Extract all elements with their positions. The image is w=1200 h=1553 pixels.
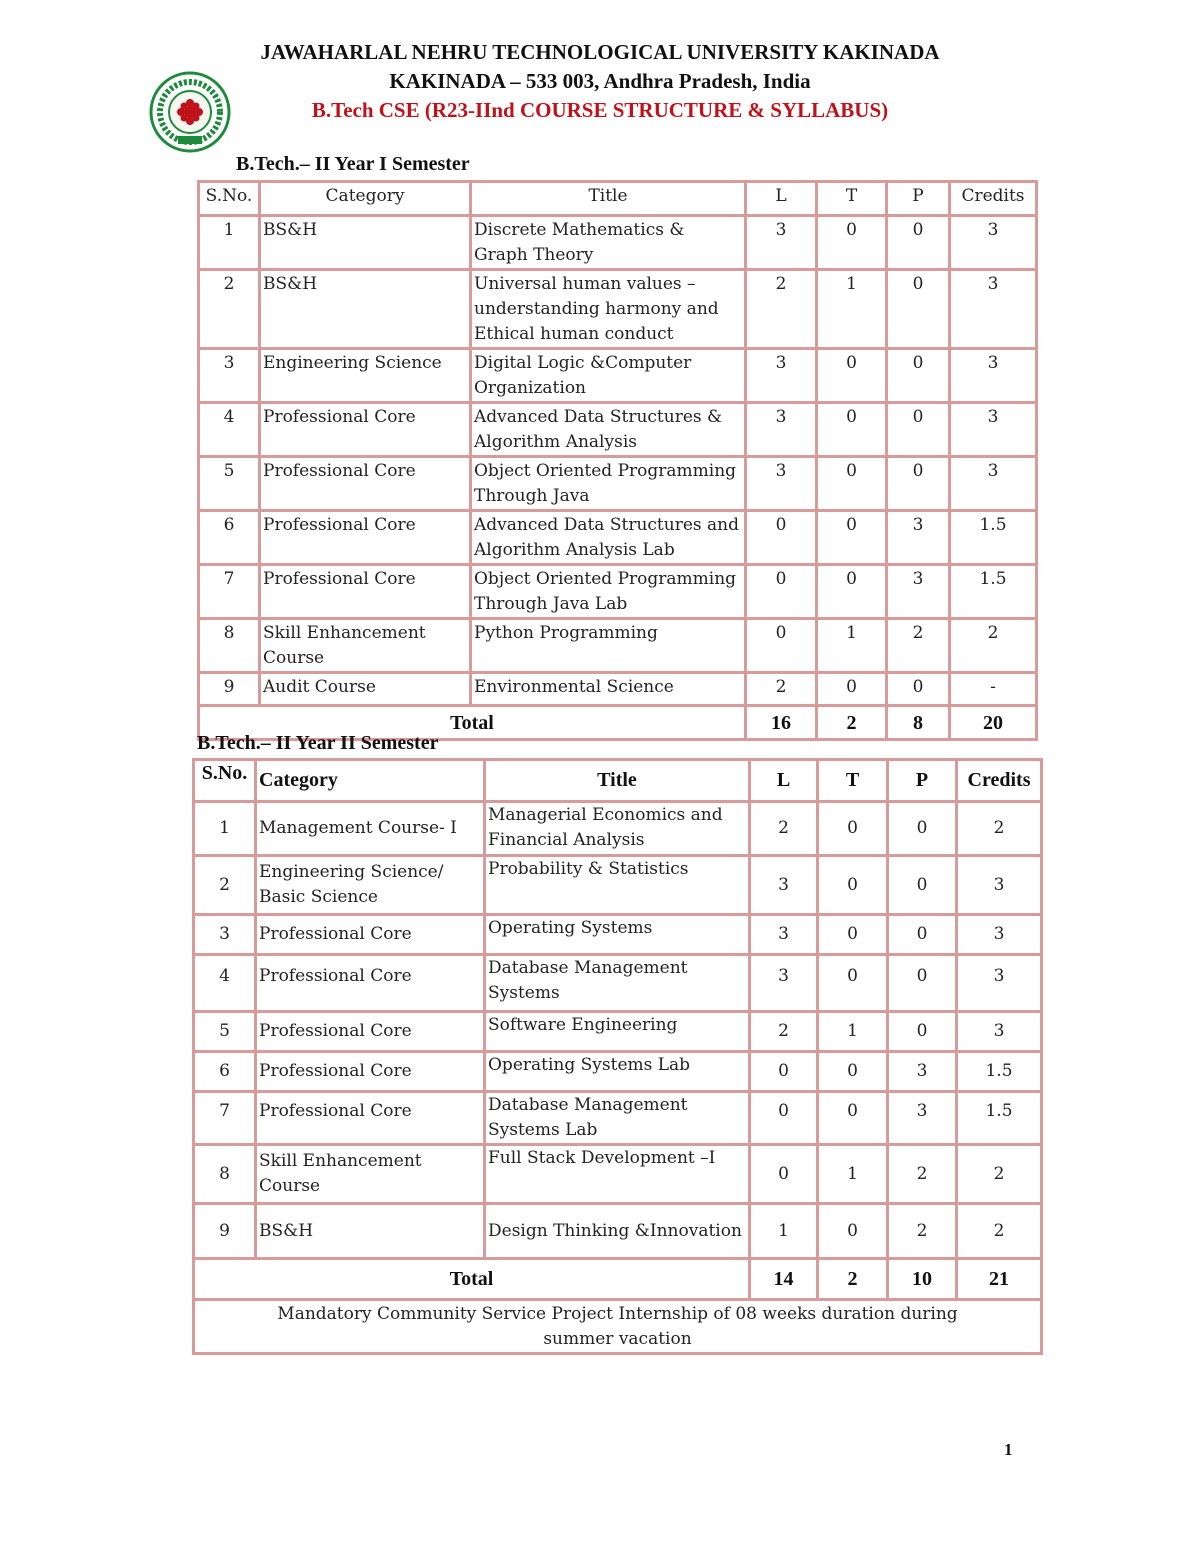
table-row xyxy=(199,403,1037,457)
page-number: 1 xyxy=(1004,1440,1013,1459)
cell-t: 0 xyxy=(818,1052,888,1092)
cell-credits: 3 xyxy=(950,270,1037,349)
cell-category: Professional Core xyxy=(260,457,471,511)
cell-t: 0 xyxy=(817,511,887,565)
cell-credits: 3 xyxy=(950,403,1037,457)
cell-category: Professional Core xyxy=(260,565,471,619)
cell-category: Professional Core xyxy=(256,955,485,1012)
header-sno: S.No. xyxy=(194,760,256,802)
cell-credits: - xyxy=(950,673,1037,706)
course-title: B.Tech CSE (R23-IInd COURSE STRUCTURE & SYLLABUS) xyxy=(311,98,889,122)
cell-category: Engineering Science xyxy=(260,349,471,403)
cell-l: 1 xyxy=(750,1204,818,1259)
cell-l: 3 xyxy=(750,955,818,1012)
cell-t: 1 xyxy=(817,619,887,673)
cell-title: Probability & Statistics xyxy=(485,856,750,915)
cell-sno: 8 xyxy=(199,619,260,673)
cell-p: 0 xyxy=(887,349,950,403)
cell-category: Professional Core xyxy=(260,511,471,565)
university-name: JAWAHARLAL NEHRU TECHNOLOGICAL UNIVERSITY KAKINADA xyxy=(260,40,940,64)
cell-l: 3 xyxy=(746,216,817,270)
cell-credits: 1.5 xyxy=(950,565,1037,619)
cell-credits: 2 xyxy=(957,802,1042,856)
cell-sno: 1 xyxy=(194,802,256,856)
cell-credits: 3 xyxy=(957,856,1042,915)
cell-l: 0 xyxy=(746,511,817,565)
table-row xyxy=(199,270,1037,349)
cell-category: Professional Core xyxy=(256,1092,485,1145)
cell-sno: 5 xyxy=(199,457,260,511)
table-row xyxy=(194,955,1042,1012)
cell-t: 0 xyxy=(818,856,888,915)
cell-p: 2 xyxy=(888,1145,957,1204)
cell-title: Design Thinking &Innovation xyxy=(485,1204,750,1259)
table-row xyxy=(194,1012,1042,1052)
cell-sno: 9 xyxy=(194,1204,256,1259)
total-label: Total xyxy=(199,706,746,740)
cell-credits: 2 xyxy=(957,1145,1042,1204)
cell-credits: 3 xyxy=(950,457,1037,511)
cell-p: 0 xyxy=(887,673,950,706)
cell-p: 0 xyxy=(888,1012,957,1052)
table-row xyxy=(199,349,1037,403)
cell-category: Audit Course xyxy=(260,673,471,706)
cell-credits: 3 xyxy=(957,1012,1042,1052)
table-row xyxy=(194,802,1042,856)
cell-sno: 7 xyxy=(199,565,260,619)
cell-t: 0 xyxy=(818,955,888,1012)
cell-title: Software Engineering xyxy=(485,1012,750,1052)
cell-credits: 2 xyxy=(950,619,1037,673)
cell-title: Advanced Data Structures & Algorithm Analysis xyxy=(471,403,746,457)
cell-t: 0 xyxy=(817,457,887,511)
table-row xyxy=(199,511,1037,565)
cell-credits: 3 xyxy=(957,915,1042,955)
cell-p: 2 xyxy=(888,1204,957,1259)
cell-title: Object Oriented Programming Through Java Lab xyxy=(471,565,746,619)
cell-p: 0 xyxy=(887,457,950,511)
sem2-title: B.Tech.– II Year II Semester xyxy=(197,732,439,754)
table-row xyxy=(194,1204,1042,1259)
cell-category: BS&H xyxy=(256,1204,485,1259)
total-row xyxy=(194,1259,1042,1300)
cell-t: 0 xyxy=(818,802,888,856)
cell-l: 3 xyxy=(746,457,817,511)
cell-category: Professional Core xyxy=(256,915,485,955)
cell-sno: 4 xyxy=(194,955,256,1012)
cell-title: Full Stack Development –I xyxy=(485,1145,750,1204)
cell-credits: 1.5 xyxy=(957,1052,1042,1092)
cell-t: 0 xyxy=(817,216,887,270)
table-row xyxy=(194,915,1042,955)
cell-title: Universal human values – understanding harmony and Ethical human conduct xyxy=(471,270,746,349)
header-p: P xyxy=(888,760,957,802)
cell-title: Environmental Science xyxy=(471,673,746,706)
table-header-row xyxy=(199,182,1037,216)
header-l: L xyxy=(746,182,817,216)
cell-p: 3 xyxy=(888,1052,957,1092)
total-credits: 20 xyxy=(950,706,1037,740)
cell-sno: 2 xyxy=(199,270,260,349)
cell-l: 0 xyxy=(750,1052,818,1092)
cell-t: 0 xyxy=(817,349,887,403)
header-title: Title xyxy=(471,182,746,216)
cell-p: 0 xyxy=(888,915,957,955)
cell-p: 0 xyxy=(888,856,957,915)
university-logo-icon xyxy=(148,70,232,154)
internship-note: Mandatory Community Service Project Internship of 08 weeks duration during summer vacation xyxy=(194,1300,1042,1354)
cell-sno: 7 xyxy=(194,1092,256,1145)
cell-t: 0 xyxy=(817,403,887,457)
header-p: P xyxy=(887,182,950,216)
cell-sno: 3 xyxy=(194,915,256,955)
cell-credits: 3 xyxy=(950,216,1037,270)
note-row xyxy=(194,1300,1042,1354)
header-title: Title xyxy=(485,760,750,802)
header-credits: Credits xyxy=(957,760,1042,802)
cell-p: 0 xyxy=(887,270,950,349)
cell-p: 0 xyxy=(888,955,957,1012)
cell-t: 0 xyxy=(818,915,888,955)
sem1-table xyxy=(197,180,1038,741)
cell-t: 0 xyxy=(817,565,887,619)
cell-p: 3 xyxy=(887,511,950,565)
cell-title: Advanced Data Structures and Algorithm Analysis Lab xyxy=(471,511,746,565)
cell-t: 1 xyxy=(818,1145,888,1204)
cell-sno: 2 xyxy=(194,856,256,915)
cell-sno: 4 xyxy=(199,403,260,457)
cell-l: 3 xyxy=(750,856,818,915)
table-header-row xyxy=(194,760,1042,802)
cell-t: 1 xyxy=(817,270,887,349)
cell-sno: 1 xyxy=(199,216,260,270)
cell-title: Database Management Systems Lab xyxy=(485,1092,750,1145)
cell-p: 0 xyxy=(887,403,950,457)
cell-credits: 1.5 xyxy=(957,1092,1042,1145)
cell-l: 0 xyxy=(750,1145,818,1204)
total-credits: 21 xyxy=(957,1259,1042,1300)
total-p: 10 xyxy=(888,1259,957,1300)
cell-l: 0 xyxy=(746,619,817,673)
sem1-title: B.Tech.– II Year I Semester xyxy=(236,153,470,175)
total-l: 16 xyxy=(746,706,817,740)
header-category: Category xyxy=(256,760,485,802)
cell-l: 0 xyxy=(746,565,817,619)
table-row xyxy=(194,1092,1042,1145)
cell-l: 3 xyxy=(746,349,817,403)
cell-t: 0 xyxy=(818,1204,888,1259)
cell-credits: 2 xyxy=(957,1204,1042,1259)
cell-category: Professional Core xyxy=(256,1052,485,1092)
total-label: Total xyxy=(194,1259,750,1300)
cell-sno: 3 xyxy=(199,349,260,403)
cell-title: Digital Logic &Computer Organization xyxy=(471,349,746,403)
header-sno: S.No. xyxy=(199,182,260,216)
total-l: 14 xyxy=(750,1259,818,1300)
cell-p: 0 xyxy=(888,802,957,856)
cell-l: 3 xyxy=(746,403,817,457)
cell-sno: 9 xyxy=(199,673,260,706)
cell-category: Professional Core xyxy=(256,1012,485,1052)
table-row xyxy=(199,565,1037,619)
cell-category: Professional Core xyxy=(260,403,471,457)
cell-t: 0 xyxy=(818,1092,888,1145)
cell-credits: 3 xyxy=(950,349,1037,403)
table-row xyxy=(199,619,1037,673)
table-row xyxy=(199,673,1037,706)
header-credits: Credits xyxy=(950,182,1037,216)
cell-p: 0 xyxy=(887,216,950,270)
cell-l: 3 xyxy=(750,915,818,955)
cell-p: 2 xyxy=(887,619,950,673)
cell-category: Skill Enhancement Course xyxy=(260,619,471,673)
cell-l: 2 xyxy=(750,1012,818,1052)
total-t: 2 xyxy=(818,1259,888,1300)
cell-credits: 3 xyxy=(957,955,1042,1012)
header-t: T xyxy=(817,182,887,216)
cell-category: BS&H xyxy=(260,216,471,270)
total-p: 8 xyxy=(887,706,950,740)
cell-title: Python Programming xyxy=(471,619,746,673)
cell-l: 2 xyxy=(746,673,817,706)
cell-l: 2 xyxy=(750,802,818,856)
cell-title: Operating Systems Lab xyxy=(485,1052,750,1092)
cell-title: Managerial Economics and Financial Analysis xyxy=(485,802,750,856)
table-row xyxy=(199,457,1037,511)
cell-p: 3 xyxy=(887,565,950,619)
cell-t: 1 xyxy=(818,1012,888,1052)
cell-title: Discrete Mathematics & Graph Theory xyxy=(471,216,746,270)
cell-sno: 6 xyxy=(194,1052,256,1092)
cell-category: Engineering Science/ Basic Science xyxy=(256,856,485,915)
table-row xyxy=(194,856,1042,915)
cell-sno: 8 xyxy=(194,1145,256,1204)
cell-category: Skill Enhancement Course xyxy=(256,1145,485,1204)
cell-t: 0 xyxy=(817,673,887,706)
cell-category: BS&H xyxy=(260,270,471,349)
header-t: T xyxy=(818,760,888,802)
cell-sno: 5 xyxy=(194,1012,256,1052)
cell-l: 0 xyxy=(750,1092,818,1145)
cell-category: Management Course- I xyxy=(256,802,485,856)
cell-title: Database Management Systems xyxy=(485,955,750,1012)
cell-l: 2 xyxy=(746,270,817,349)
table-row xyxy=(194,1145,1042,1204)
table-row xyxy=(199,216,1037,270)
sem2-table xyxy=(192,758,1043,1355)
cell-title: Object Oriented Programming Through Java xyxy=(471,457,746,511)
header-category: Category xyxy=(260,182,471,216)
table-row xyxy=(194,1052,1042,1092)
cell-sno: 6 xyxy=(199,511,260,565)
total-t: 2 xyxy=(817,706,887,740)
cell-p: 3 xyxy=(888,1092,957,1145)
cell-credits: 1.5 xyxy=(950,511,1037,565)
university-address: KAKINADA – 533 003, Andhra Pradesh, India xyxy=(389,69,811,93)
cell-title: Operating Systems xyxy=(485,915,750,955)
header-l: L xyxy=(750,760,818,802)
